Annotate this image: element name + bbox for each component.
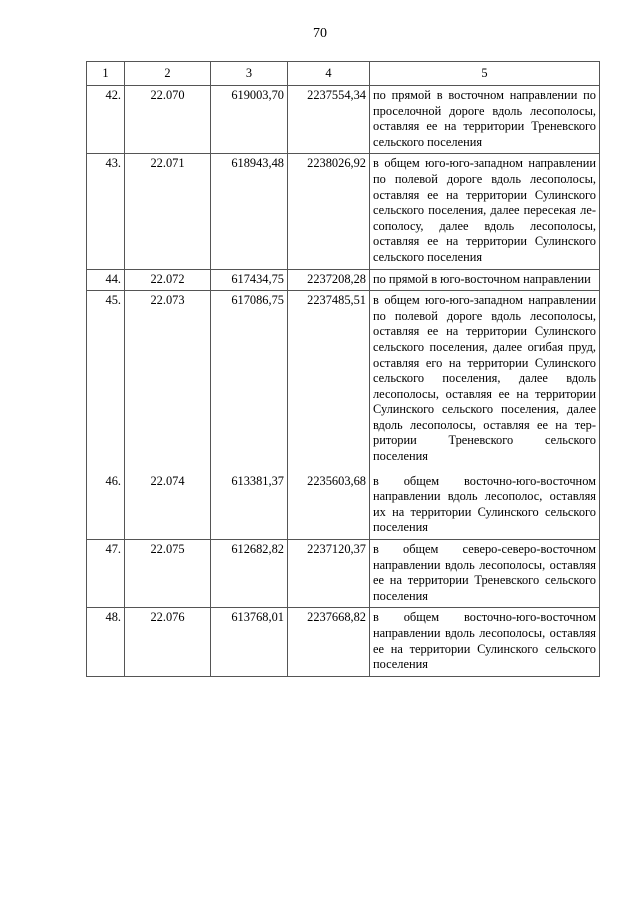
- row-number: 45.: [87, 291, 125, 469]
- boundary-description: по прямой в юго-восточном направлении: [370, 269, 600, 291]
- table-row: [87, 540, 600, 608]
- coordinate-x: 619003,70: [211, 86, 288, 154]
- boundary-description: в общем восточно-юго-восточном направлении вдоль лесополосы, оставляя ее на территории Сулинского сельского поселения: [370, 608, 600, 676]
- boundary-points-table: [86, 61, 600, 677]
- row-number: 42.: [87, 86, 125, 154]
- table-row: [87, 269, 600, 291]
- table-row: [87, 608, 600, 676]
- column-header-y: 4: [288, 62, 370, 86]
- boundary-description: в общем северо-северо-восточном направлении вдоль лесополосы, оставляя ее на территории Треневского сельского поселения: [370, 540, 600, 608]
- boundary-description: в общем юго-юго-западном направлении по полевой дороге вдоль лесополосы, оставляя ее на территории Сулинского сельского поселения, далее огибая пруд, оставляя его на территории Сулинского сельского поселения, далее вдоль лесополосы, оставляя ее на территории Сулинского сельского поселения, далее вдоль лесополосы, оставляя ее на территории Треневского сельского поселения: [370, 291, 600, 469]
- point-id: 22.073: [125, 291, 211, 469]
- column-header-description: 5: [370, 62, 600, 86]
- coordinate-y: 2235603,68: [288, 469, 370, 540]
- page-number: 70: [313, 26, 327, 41]
- coordinate-x: 617434,75: [211, 269, 288, 291]
- column-header-point: 2: [125, 62, 211, 86]
- column-header-x: 3: [211, 62, 288, 86]
- coordinate-y: 2237554,34: [288, 86, 370, 154]
- coordinate-y: 2238026,92: [288, 154, 370, 269]
- table-header-row: [87, 62, 600, 86]
- boundary-description: по прямой в восточном направлении по проселочной дороге вдоль лесополосы, оставляя ее на территории Треневского сельского поселения: [370, 86, 600, 154]
- row-number: 46.: [87, 469, 125, 540]
- point-id: 22.074: [125, 469, 211, 540]
- coordinate-x: 613381,37: [211, 469, 288, 540]
- coordinate-x: 612682,82: [211, 540, 288, 608]
- coordinate-x: 617086,75: [211, 291, 288, 469]
- point-id: 22.076: [125, 608, 211, 676]
- table-row: [87, 291, 600, 469]
- row-number: 44.: [87, 269, 125, 291]
- table-row: [87, 469, 600, 540]
- boundary-description: в общем восточно-юго-восточном направлении вдоль лесополос, оставляя их на территории Сулинского сельского поселения: [370, 469, 600, 540]
- boundary-description: в общем юго-юго-западном направлении по полевой дороге вдоль лесополосы, оставляя ее на территории Сулинского сельского поселения, далее пересекая лесополосу, далее вдоль лесополосы, оставляя ее на территории Сулинского сельского поселения: [370, 154, 600, 269]
- point-id: 22.072: [125, 269, 211, 291]
- coordinate-y: 2237208,28: [288, 269, 370, 291]
- point-id: 22.071: [125, 154, 211, 269]
- column-header-number: 1: [87, 62, 125, 86]
- point-id: 22.070: [125, 86, 211, 154]
- row-number: 48.: [87, 608, 125, 676]
- coordinate-y: 2237668,82: [288, 608, 370, 676]
- point-id: 22.075: [125, 540, 211, 608]
- coordinate-y: 2237120,37: [288, 540, 370, 608]
- row-number: 43.: [87, 154, 125, 269]
- table-row: [87, 86, 600, 154]
- coordinate-x: 618943,48: [211, 154, 288, 269]
- coordinate-x: 613768,01: [211, 608, 288, 676]
- coordinate-y: 2237485,51: [288, 291, 370, 469]
- table-row: [87, 154, 600, 269]
- row-number: 47.: [87, 540, 125, 608]
